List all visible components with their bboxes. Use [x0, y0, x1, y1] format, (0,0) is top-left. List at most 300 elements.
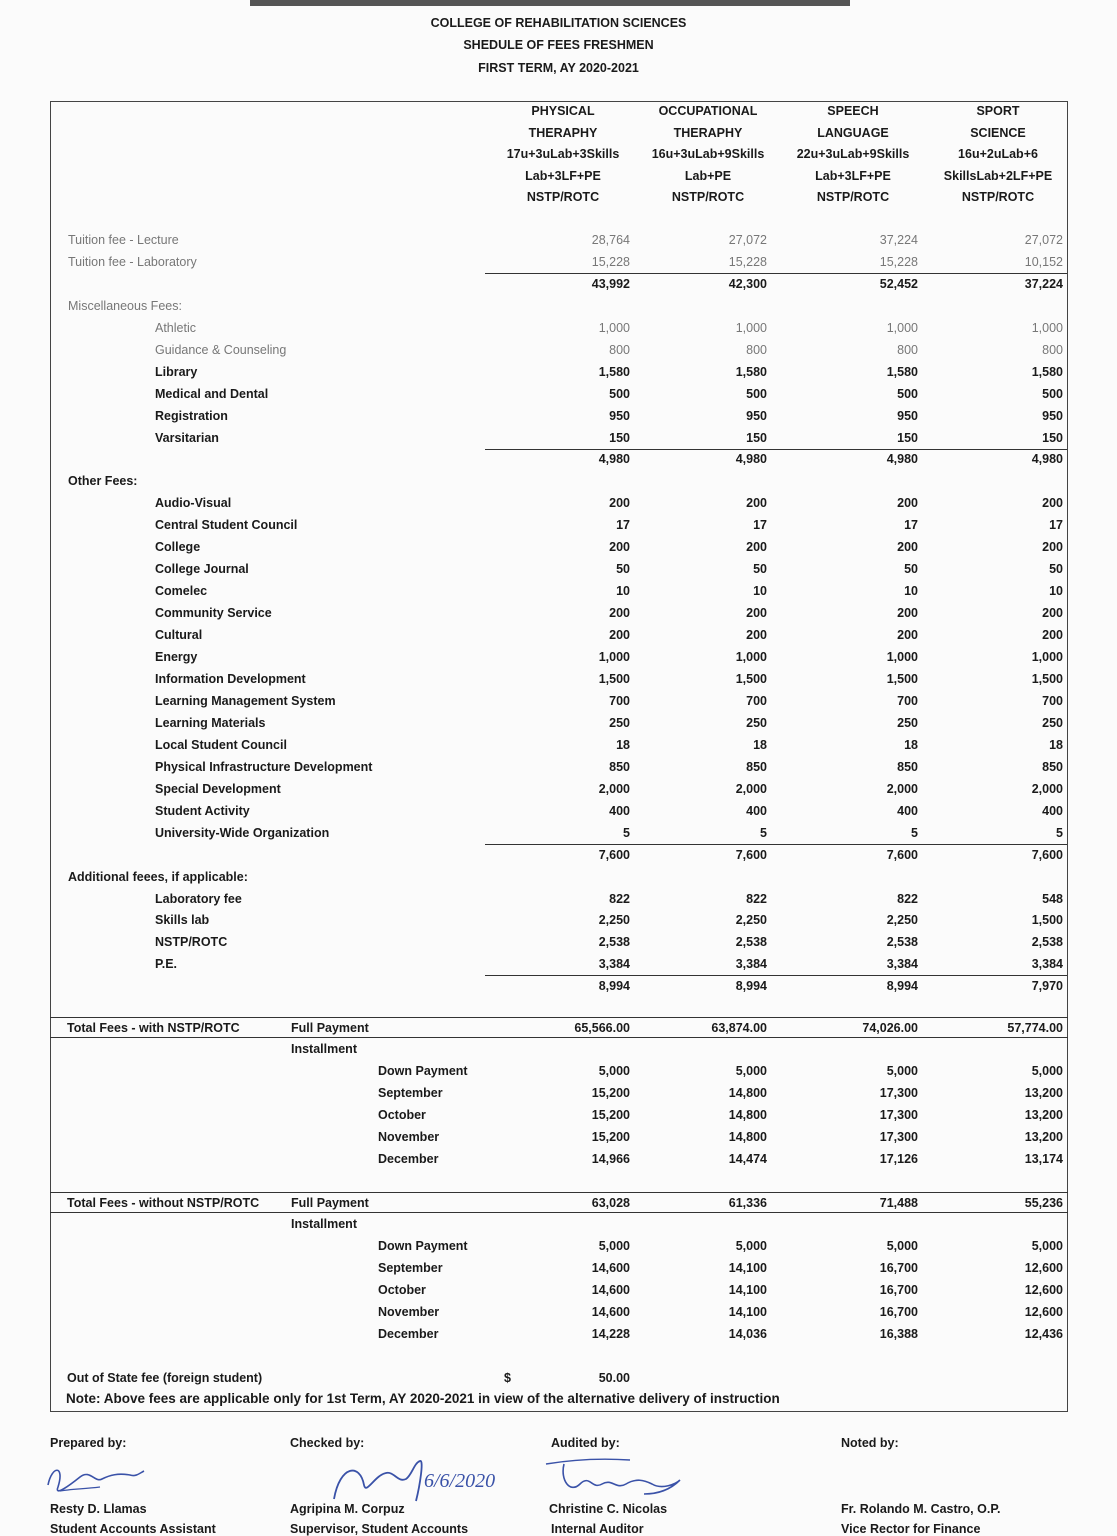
preparer-name: Resty D. Llamas	[50, 1502, 147, 1516]
full-payment-value: 63,874.00	[711, 1021, 767, 1035]
row-label: Energy	[155, 650, 198, 664]
row-value: 800	[1042, 343, 1063, 357]
full-payment-label: Full Payment	[291, 1196, 369, 1210]
installment-item	[0, 1130, 1117, 1150]
row-value: 2,538	[598, 935, 630, 949]
fee-row	[0, 365, 1117, 385]
row-value: 200	[897, 606, 918, 620]
schedule-title: SHEDULE OF FEES FRESHMEN	[463, 38, 654, 52]
row-value: 500	[746, 387, 767, 401]
fee-row	[0, 452, 1117, 472]
row-value: 850	[1042, 760, 1063, 774]
column-header-line: NSTP/ROTC	[526, 190, 600, 204]
fee-row	[0, 848, 1117, 868]
installment-value: 14,100	[728, 1283, 767, 1297]
row-value: 18	[616, 738, 630, 752]
fee-row	[0, 650, 1117, 670]
checked-by-label: Checked by:	[290, 1436, 365, 1450]
section-rule	[50, 1212, 1068, 1213]
row-value: 1,000	[735, 321, 767, 335]
installment-month: October	[378, 1108, 426, 1122]
row-value: 2,000	[598, 782, 630, 796]
fee-row	[0, 826, 1117, 846]
row-value: 50	[904, 562, 918, 576]
installment-value: 16,388	[879, 1327, 918, 1341]
row-value: 10	[616, 584, 630, 598]
row-label: Information Development	[155, 672, 306, 686]
row-value: 7,600	[886, 848, 918, 862]
term-title: FIRST TERM, AY 2020-2021	[478, 61, 639, 75]
column-header-line: NSTP/ROTC	[961, 190, 1035, 204]
fee-row	[0, 255, 1117, 275]
row-value: 37,224	[1024, 277, 1063, 291]
fee-row	[0, 496, 1117, 516]
column-header-line: LANGUAGE	[817, 125, 889, 140]
installment-value: 14,600	[591, 1261, 630, 1275]
fee-row	[0, 760, 1117, 780]
installment-value: 17,126	[879, 1152, 918, 1166]
installment-value: 5,000	[1031, 1239, 1063, 1253]
row-value: 15,228	[728, 255, 767, 269]
row-label: NSTP/ROTC	[155, 935, 228, 949]
fee-row	[0, 562, 1117, 582]
row-value: 18	[1049, 738, 1063, 752]
row-label: Additional feees, if applicable:	[68, 870, 248, 884]
installment-value: 14,036	[728, 1327, 767, 1341]
installment-label: Installment	[291, 1042, 357, 1056]
row-value: 17	[616, 518, 630, 532]
column-header-line: NSTP/ROTC	[816, 190, 890, 204]
row-value: 950	[746, 409, 767, 423]
row-value: 1,500	[598, 672, 630, 686]
column-header-line: 17u+3uLab+3Skills	[506, 147, 620, 161]
installment-value: 14,100	[728, 1305, 767, 1319]
row-value: 1,000	[598, 650, 630, 664]
auditor-name: Christine C. Nicolas	[549, 1502, 668, 1516]
row-label: Local Student Council	[155, 738, 287, 752]
row-value: 250	[609, 716, 630, 730]
installment-item	[0, 1327, 1117, 1347]
row-label: Medical and Dental	[155, 387, 269, 401]
installment-value: 14,474	[728, 1152, 767, 1166]
installment-month: November	[378, 1130, 440, 1144]
full-payment-value: 74,026.00	[862, 1021, 918, 1035]
column-header-line: Lab+PE	[684, 168, 732, 183]
row-value: 15,228	[591, 255, 630, 269]
row-value: 10	[1049, 584, 1063, 598]
fee-row	[0, 979, 1117, 999]
installment-value: 14,800	[728, 1130, 767, 1144]
row-value: 5	[760, 826, 767, 840]
row-value: 250	[897, 716, 918, 730]
row-label: Tuition fee - Laboratory	[68, 255, 197, 269]
row-value: 5	[623, 826, 630, 840]
column-header-line: SCIENCE	[970, 125, 1026, 140]
installment-value: 5,000	[598, 1064, 630, 1078]
row-value: 1,500	[735, 672, 767, 686]
column-header-0	[488, 101, 638, 209]
installment-value: 13,200	[1024, 1086, 1063, 1100]
installment-month: October	[378, 1283, 426, 1297]
subtotal-rule	[485, 975, 1067, 976]
row-value: 1,000	[1031, 321, 1063, 335]
row-value: 822	[746, 892, 767, 906]
installment-item	[0, 1239, 1117, 1259]
total-title: Total Fees - with NSTP/ROTC	[67, 1021, 240, 1035]
full-payment-value: 71,488	[879, 1196, 918, 1210]
fee-row	[0, 233, 1117, 253]
row-value: 7,970	[1031, 979, 1063, 993]
installment-item	[0, 1064, 1117, 1084]
section-rule	[50, 1037, 1068, 1038]
row-value: 2,250	[886, 913, 918, 927]
column-header-line: Lab+3LF+PE	[815, 168, 891, 183]
row-value: 1,500	[886, 672, 918, 686]
row-value: 250	[746, 716, 767, 730]
row-label: Learning Materials	[155, 716, 266, 730]
installment-value: 13,200	[1024, 1108, 1063, 1122]
row-value: 1,000	[598, 321, 630, 335]
row-label: College Journal	[155, 562, 249, 576]
full-payment-value: 61,336	[728, 1196, 767, 1210]
full-payment-value: 55,236	[1024, 1196, 1063, 1210]
row-value: 200	[1042, 606, 1063, 620]
row-value: 700	[1042, 694, 1063, 708]
row-value: 200	[746, 540, 767, 554]
fee-row	[0, 913, 1117, 933]
total-title: Total Fees - without NSTP/ROTC	[67, 1196, 260, 1210]
row-value: 4,980	[886, 452, 918, 466]
column-header-line: SkillsLab+2LF+PE	[943, 168, 1053, 183]
row-value: 400	[897, 804, 918, 818]
installment-value: 5,000	[735, 1239, 767, 1253]
fee-row	[0, 694, 1117, 714]
installment-value: 17,300	[879, 1086, 918, 1100]
row-value: 2,000	[735, 782, 767, 796]
row-value: 10	[753, 584, 767, 598]
installment-value: 5,000	[735, 1064, 767, 1078]
fee-row	[0, 584, 1117, 604]
row-label: Comelec	[155, 584, 208, 598]
row-value: 50	[1049, 562, 1063, 576]
installment-value: 16,700	[879, 1261, 918, 1275]
row-value: 2,250	[735, 913, 767, 927]
audited-by-label: Audited by:	[551, 1436, 620, 1450]
row-value: 200	[897, 628, 918, 642]
row-value: 1,580	[886, 365, 918, 379]
row-label: Cultural	[155, 628, 203, 642]
installment-item	[0, 1086, 1117, 1106]
row-value: 700	[897, 694, 918, 708]
row-value: 2,250	[598, 913, 630, 927]
row-value: 3,384	[598, 957, 630, 971]
row-value: 1,580	[598, 365, 630, 379]
total-row	[0, 1021, 1117, 1041]
row-value: 200	[746, 606, 767, 620]
fee-row	[0, 343, 1117, 363]
row-label: P.E.	[155, 957, 178, 971]
row-label: Laboratory fee	[155, 892, 242, 906]
column-header-line: PHYSICAL	[531, 104, 595, 118]
fee-row	[0, 518, 1117, 538]
row-value: 3,384	[886, 957, 918, 971]
row-value: 850	[746, 760, 767, 774]
row-value: 1,000	[735, 650, 767, 664]
column-header-2	[778, 101, 928, 209]
installment-month: November	[378, 1305, 440, 1319]
installment-value: 5,000	[886, 1064, 918, 1078]
fee-row	[0, 321, 1117, 341]
installment-value: 12,600	[1024, 1305, 1063, 1319]
row-value: 28,764	[591, 233, 630, 247]
row-value: 18	[753, 738, 767, 752]
installment-row	[0, 1042, 1117, 1062]
out-of-state-row	[0, 1371, 1117, 1391]
column-header-1	[633, 101, 783, 209]
row-value: 1,500	[1031, 913, 1063, 927]
row-value: 200	[746, 628, 767, 642]
row-label: Varsitarian	[155, 431, 219, 445]
row-value: 10,152	[1024, 255, 1063, 269]
row-value: 1,000	[886, 321, 918, 335]
row-value: 1,500	[1031, 672, 1063, 686]
row-value: 1,580	[735, 365, 767, 379]
row-value: 200	[897, 540, 918, 554]
out-of-state-amount: 50.00	[598, 1371, 630, 1385]
installment-value: 5,000	[886, 1239, 918, 1253]
installment-value: 14,100	[728, 1261, 767, 1275]
fee-row	[0, 387, 1117, 407]
row-label: Student Activity	[155, 804, 250, 818]
subtotal-rule	[485, 273, 1067, 274]
row-value: 4,980	[735, 452, 767, 466]
section-rule	[50, 1017, 1068, 1018]
row-label: College	[155, 540, 201, 554]
fee-row	[0, 804, 1117, 824]
fee-row	[0, 935, 1117, 955]
college-title: COLLEGE OF REHABILITATION SCIENCES	[430, 16, 687, 30]
row-value: 200	[1042, 496, 1063, 510]
row-label: Learning Management System	[155, 694, 336, 708]
row-label: University-Wide Organization	[155, 826, 330, 840]
row-value: 2,000	[886, 782, 918, 796]
signature-llamas	[40, 1455, 150, 1505]
column-header-line: THERAPHY	[528, 125, 598, 140]
row-value: 400	[1042, 804, 1063, 818]
fee-row	[0, 431, 1117, 451]
column-header-line: THERAPHY	[673, 125, 743, 140]
row-label: Library	[155, 365, 198, 379]
total-row	[0, 1196, 1117, 1216]
installment-value: 16,700	[879, 1305, 918, 1319]
column-header-line: NSTP/ROTC	[671, 190, 745, 204]
installment-item	[0, 1152, 1117, 1172]
installment-value: 14,600	[591, 1283, 630, 1297]
fee-row	[0, 474, 1117, 494]
row-value: 8,994	[598, 979, 630, 993]
row-value: 200	[1042, 628, 1063, 642]
row-value: 27,072	[1024, 233, 1063, 247]
row-label: Guidance & Counseling	[155, 343, 287, 357]
row-value: 200	[1042, 540, 1063, 554]
row-label: Skills lab	[155, 913, 210, 927]
footnote: Note: Above fees are applicable only for 1st Term, AY 2020-2021 in view of the alternative delivery of instruction	[66, 1391, 780, 1406]
row-value: 8,994	[735, 979, 767, 993]
installment-label: Installment	[291, 1217, 357, 1231]
fee-row	[0, 870, 1117, 890]
row-value: 7,600	[598, 848, 630, 862]
row-value: 200	[746, 496, 767, 510]
row-value: 2,538	[1031, 935, 1063, 949]
row-value: 15,228	[879, 255, 918, 269]
row-value: 5	[911, 826, 918, 840]
row-label: Miscellaneous Fees:	[68, 299, 182, 313]
row-value: 3,384	[1031, 957, 1063, 971]
row-value: 5	[1056, 826, 1063, 840]
fee-row	[0, 409, 1117, 429]
handwritten-date: 6/6/2020	[424, 1470, 496, 1492]
row-value: 950	[1042, 409, 1063, 423]
row-value: 700	[609, 694, 630, 708]
row-value: 150	[746, 431, 767, 445]
installment-month: Down Payment	[378, 1239, 468, 1253]
fee-row	[0, 716, 1117, 736]
row-value: 1,000	[886, 650, 918, 664]
fee-row	[0, 672, 1117, 692]
row-label: Athletic	[155, 321, 196, 335]
installment-month: December	[378, 1327, 439, 1341]
installment-value: 15,200	[591, 1108, 630, 1122]
row-value: 500	[1042, 387, 1063, 401]
auditor-title: Internal Auditor	[551, 1522, 644, 1536]
installment-value: 13,200	[1024, 1130, 1063, 1144]
installment-month: December	[378, 1152, 439, 1166]
scan-top-edge	[250, 0, 850, 6]
row-value: 27,072	[728, 233, 767, 247]
installment-value: 14,966	[591, 1152, 630, 1166]
installment-value: 14,228	[591, 1327, 630, 1341]
row-value: 50	[753, 562, 767, 576]
row-value: 400	[746, 804, 767, 818]
row-value: 52,452	[879, 277, 918, 291]
installment-value: 5,000	[1031, 1064, 1063, 1078]
row-value: 548	[1042, 892, 1063, 906]
installment-value: 14,800	[728, 1086, 767, 1100]
row-value: 43,992	[591, 277, 630, 291]
column-header-line: Lab+3LF+PE	[525, 168, 601, 183]
column-header-line: SPORT	[976, 104, 1020, 118]
installment-value: 12,600	[1024, 1283, 1063, 1297]
prepared-by-label: Prepared by:	[50, 1436, 127, 1450]
checker-title: Supervisor, Student Accounts	[290, 1522, 469, 1536]
subtotal-rule	[485, 844, 1067, 845]
row-value: 4,980	[1031, 452, 1063, 466]
row-value: 500	[609, 387, 630, 401]
row-label: Audio-Visual	[155, 496, 232, 510]
row-value: 200	[609, 606, 630, 620]
row-value: 200	[897, 496, 918, 510]
column-header-3	[923, 101, 1073, 209]
row-value: 17	[753, 518, 767, 532]
row-value: 850	[609, 760, 630, 774]
installment-month: Down Payment	[378, 1064, 468, 1078]
row-value: 17	[1049, 518, 1063, 532]
installment-value: 16,700	[879, 1283, 918, 1297]
full-payment-value: 57,774.00	[1007, 1021, 1063, 1035]
row-value: 37,224	[879, 233, 918, 247]
fee-row	[0, 892, 1117, 912]
fee-row	[0, 277, 1117, 297]
row-value: 950	[897, 409, 918, 423]
row-label: Other Fees:	[68, 474, 138, 488]
installment-value: 14,800	[728, 1108, 767, 1122]
row-value: 18	[904, 738, 918, 752]
fee-row	[0, 957, 1117, 977]
installment-value: 15,200	[591, 1086, 630, 1100]
installment-value: 15,200	[591, 1130, 630, 1144]
fee-row	[0, 540, 1117, 560]
installment-value: 14,600	[591, 1305, 630, 1319]
noted-by-label: Noted by:	[841, 1436, 899, 1450]
row-label: Physical Infrastructure Development	[155, 760, 373, 774]
installment-value: 17,300	[879, 1130, 918, 1144]
column-header-line: SPEECH	[827, 104, 879, 118]
subtotal-rule	[485, 449, 1067, 450]
fee-row	[0, 606, 1117, 626]
fee-row	[0, 782, 1117, 802]
fee-row	[0, 738, 1117, 758]
row-value: 7,600	[735, 848, 767, 862]
column-header-line: 16u+3uLab+9Skills	[651, 147, 765, 161]
installment-value: 12,436	[1024, 1327, 1063, 1341]
row-value: 250	[1042, 716, 1063, 730]
column-header-line: 16u+2uLab+6	[958, 147, 1038, 161]
row-value: 150	[609, 431, 630, 445]
fee-row	[0, 628, 1117, 648]
installment-item	[0, 1108, 1117, 1128]
out-of-state-label: Out of State fee (foreign student)	[67, 1371, 263, 1385]
installment-value: 12,600	[1024, 1261, 1063, 1275]
full-payment-value: 63,028	[591, 1196, 630, 1210]
row-label: Central Student Council	[155, 518, 298, 532]
installment-item	[0, 1305, 1117, 1325]
row-value: 1,000	[1031, 650, 1063, 664]
row-value: 2,538	[886, 935, 918, 949]
installment-value: 5,000	[598, 1239, 630, 1253]
row-value: 150	[897, 431, 918, 445]
row-label: Special Development	[155, 782, 281, 796]
installment-item	[0, 1261, 1117, 1281]
row-value: 2,538	[735, 935, 767, 949]
row-value: 850	[897, 760, 918, 774]
row-value: 4,980	[598, 452, 630, 466]
row-value: 7,600	[1031, 848, 1063, 862]
row-value: 150	[1042, 431, 1063, 445]
preparer-title: Student Accounts Assistant	[50, 1522, 216, 1536]
currency-symbol: $	[504, 1371, 511, 1385]
installment-value: 17,300	[879, 1108, 918, 1122]
section-rule	[50, 1192, 1068, 1193]
row-value: 2,000	[1031, 782, 1063, 796]
row-value: 200	[609, 628, 630, 642]
row-value: 500	[897, 387, 918, 401]
row-value: 822	[897, 892, 918, 906]
noter-title: Vice Rector for Finance	[841, 1522, 981, 1536]
row-label: Registration	[155, 409, 228, 423]
row-value: 8,994	[886, 979, 918, 993]
row-value: 950	[609, 409, 630, 423]
row-value: 10	[904, 584, 918, 598]
